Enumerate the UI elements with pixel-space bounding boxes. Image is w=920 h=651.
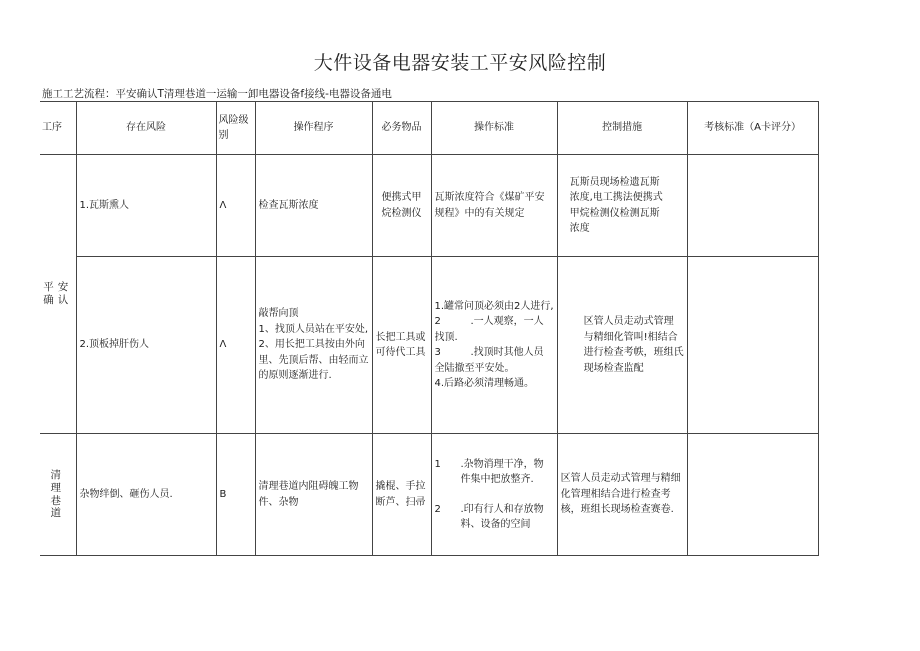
standard-text: .一人观察，一人 — [470, 316, 544, 327]
table-row — [40, 257, 818, 434]
process-text: 道 — [50, 507, 65, 520]
level-cell: B — [216, 434, 255, 556]
control-line: 区管人员走动式管理与精细 — [560, 473, 681, 485]
control-cell — [557, 257, 687, 434]
assess-cell — [687, 155, 818, 257]
risk-cell: 杂物绊倒、砸伤人员. — [76, 434, 216, 556]
control-line: 现场检查监配 — [583, 362, 644, 374]
standard-num: 1. — [434, 300, 445, 312]
standard-line — [435, 457, 554, 473]
procedure-line: 清理巷道内阻碍魄工物 — [258, 481, 359, 492]
control-line: 浓度 — [569, 223, 590, 234]
risk-cell: 2.顶板掉肝伤人 — [76, 257, 216, 434]
standard-text: 料、设备的空间 — [460, 519, 531, 530]
standard-cell — [431, 434, 557, 556]
standard-cell — [431, 155, 557, 257]
process-text: 确认 — [43, 294, 73, 306]
standard-text: 找顶. — [434, 331, 458, 343]
items-line: 便携式甲 — [381, 192, 422, 203]
level-cell: Λ — [216, 257, 255, 434]
header-standard: 操作标准 — [431, 102, 557, 155]
header-procedure: 操作程序 — [255, 102, 372, 155]
items-line: 断芦、扫帚 — [375, 496, 426, 508]
procedure-cell — [255, 155, 372, 257]
process-text: 理 — [50, 481, 65, 494]
items-cell — [372, 155, 431, 257]
table-row — [40, 434, 818, 556]
standard-text: 件集中把放整齐. — [460, 474, 534, 485]
standard-line — [435, 376, 554, 392]
header-assess: 考核标准（A卡评分） — [687, 102, 818, 155]
control-line: 区管人员走动式管理 — [583, 316, 674, 327]
risk-cell: 1.瓦斯熏人 — [76, 155, 216, 257]
standard-text: .找顶时其他人员 — [470, 347, 544, 358]
header-row — [40, 102, 818, 155]
control-line: 瓦斯员现场检遗瓦斯 — [569, 176, 660, 188]
control-line: 浓度,电工携法便携式 — [569, 192, 663, 203]
standard-num: 2 — [434, 503, 441, 515]
items-cell — [372, 257, 431, 434]
items-line: 烷检测仪 — [381, 207, 422, 219]
process-text: 平安 — [43, 281, 73, 294]
standard-text: 后路必须清理畅通。 — [444, 378, 535, 389]
standard-text: 全陆撤至平安处。 — [434, 362, 515, 374]
procedure-line: 里、先顶后帮、由轻而立 — [258, 354, 369, 366]
procedure-line: 检查瓦斯浓度 — [258, 199, 319, 211]
items-line: 撬棍、手拉 — [375, 481, 426, 492]
procedure-line: 敲帮向顶 — [258, 308, 299, 320]
assess-cell — [687, 434, 818, 556]
procedure-line: 1、找顶人员站在平安处, — [258, 323, 369, 335]
risk-control-table — [40, 101, 819, 556]
procedure-line: 件、杂物 — [258, 496, 299, 508]
procedure-cell — [255, 434, 372, 556]
header-process: 工序 — [40, 102, 76, 155]
items-line: 长把工具或 — [375, 331, 426, 343]
control-line: 与精细化管叫!相结合 — [583, 331, 678, 343]
standard-line: 瓦斯浓度符合《煤矿平安 — [434, 192, 545, 203]
standard-text: 罐常问顶必须由2人进行, — [444, 300, 554, 312]
control-line: 核，班组长现场检查赛卷. — [560, 504, 674, 516]
process-cell — [40, 155, 76, 434]
control-line: 甲烷检测仪检测瓦斯 — [569, 207, 660, 219]
standard-line — [435, 314, 554, 330]
process-cell — [40, 434, 76, 556]
procedure-cell — [255, 257, 372, 434]
procedure-line: 的原则逐渐进行. — [258, 370, 332, 382]
control-cell — [557, 155, 687, 257]
table-row — [40, 155, 818, 257]
control-line: 进行检查考帙，班组氏 — [583, 347, 684, 358]
standard-line — [435, 472, 554, 488]
header-level — [216, 102, 255, 155]
procedure-line: 2、用长把工具按由外向 — [258, 339, 365, 351]
header-level-line2: 别 — [218, 130, 229, 141]
header-level-line1: 风险级 — [218, 114, 249, 126]
items-cell — [372, 434, 431, 556]
header-items: 必务物品 — [372, 102, 431, 155]
standard-line — [435, 330, 554, 346]
standard-text: .杂物消理干净，物 — [460, 458, 544, 470]
standard-line: 规程》中的有关规定 — [434, 207, 525, 219]
process-text: 清 — [50, 469, 65, 482]
items-line: 可待代工具 — [375, 347, 426, 358]
standard-num: 1 — [434, 458, 441, 470]
standard-text: .印有行人和存放物 — [460, 503, 544, 515]
assess-cell — [687, 257, 818, 434]
standard-num: 4. — [434, 378, 445, 389]
standard-num: 2 — [434, 316, 441, 327]
standard-line — [435, 517, 554, 533]
control-cell — [557, 434, 687, 556]
header-control: 控制措施 — [557, 102, 687, 155]
standard-line — [435, 345, 554, 361]
document-title: 大件设备电器安装工平安风险控制 — [313, 52, 607, 74]
standard-cell — [431, 257, 557, 434]
process-flow: 施工工艺流程：平安确认T清理巷道一运输一卸电器设备f接线-电器设备通电 — [42, 88, 392, 100]
standard-line — [435, 361, 554, 377]
process-text: 巷 — [50, 494, 65, 507]
standard-num: 3 — [434, 347, 441, 358]
standard-line — [435, 502, 554, 518]
standard-line — [435, 299, 554, 315]
level-cell: Λ — [216, 155, 255, 257]
header-risk: 存在风险 — [76, 102, 216, 155]
control-line: 化管理相结合进行检查考 — [560, 488, 671, 500]
